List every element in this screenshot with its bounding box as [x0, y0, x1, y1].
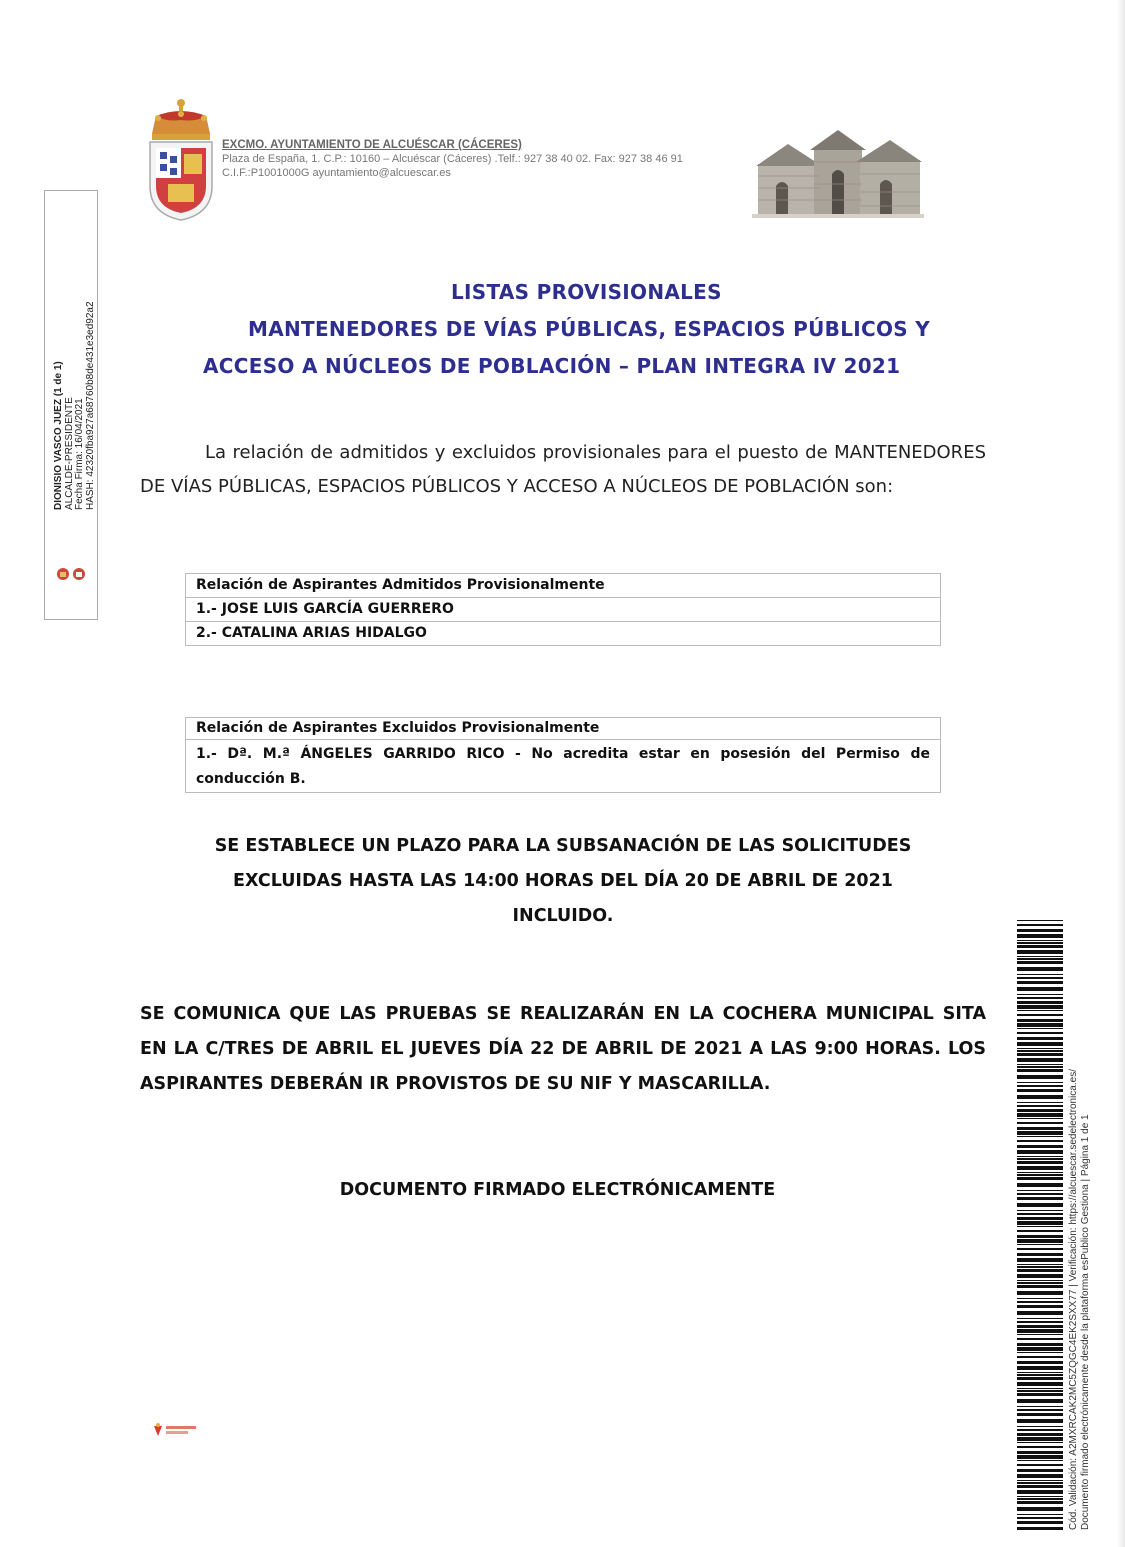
notice-plazo — [183, 829, 943, 934]
intro-paragraph — [140, 436, 986, 504]
intro-text: La relación de admitidos y excluidos provisionales para el puesto de MANTENEDORES DE VÍAS PÚBLICAS, ESPACIOS PÚBLICOS Y ACCESO A NÚCLEOS DE POBLACIÓN son: — [140, 442, 986, 497]
header-block — [222, 138, 683, 180]
notice-plazo-line-3: INCLUIDO. — [512, 906, 614, 926]
excluidos-header: Relación de Aspirantes Excluidos Provisionalmente — [186, 718, 941, 740]
signature-hash: HASH: 42320fba927a68760b8de431e3ed92a2 — [84, 301, 96, 510]
signature-seal-icon — [54, 564, 88, 584]
admitidos-table — [185, 573, 941, 646]
notice-plazo-line-1: SE ESTABLECE UN PLAZO PARA LA SUBSANACIÓN DE LAS SOLICITUDES — [214, 836, 912, 856]
verification-info — [1068, 1069, 1092, 1530]
notice-pruebas: SE COMUNICA QUE LAS PRUEBAS SE REALIZARÁN EN LA COCHERA MUNICIPAL SITA EN LA C/TRES DE ABRIL EL JUEVES DÍA 22 DE ABRIL DE 2021 A LAS 9:00 HORAS. LOS ASPIRANTES DEBERÁN IR PROVISTOS DE SU NIF Y MASCARILLA. — [140, 1004, 986, 1094]
signed-statement — [0, 1180, 1125, 1200]
barcode-icon — [1017, 920, 1063, 1530]
signed-text: DOCUMENTO FIRMADO ELECTRÓNICAMENTE — [339, 1180, 776, 1200]
excluidos-row: 1.- Dª. M.ª ÁNGELES GARRIDO RICO - No acredita estar en posesión del Permiso de conducción B. — [186, 740, 941, 793]
verification-line-2: Documento firmado electrónicamente desde la plataforma esPublico Gestiona | Página 1 de 1 — [1080, 1114, 1091, 1530]
signature-signer: DIONISIO VASCO JUEZ (1 de 1) — [53, 361, 64, 510]
verification-line-1: Cód. Validación: A2MXRCAK2MC5ZQGC4EK2SXX77 | Verificación: https://alcuescar.sedelectronica.es/ — [1068, 1069, 1079, 1530]
title-line-3: ACCESO A NÚCLEOS DE POBLACIÓN – PLAN INTEGRA IV 2021 — [203, 354, 901, 378]
signature-date: Fecha Firma: 16/04/2021 — [74, 398, 85, 510]
title-line-2: MANTENEDORES DE VÍAS PÚBLICAS, ESPACIOS PÚBLICOS Y — [248, 317, 931, 341]
excluidos-table — [185, 717, 941, 793]
header-address: Plaza de España, 1. C.P.: 10160 – Alcuéscar (Cáceres) .Telf.: 927 38 40 02. Fax: 927 38 46 91 — [222, 153, 683, 165]
signature-info — [54, 301, 96, 510]
notice-plazo-line-2: EXCLUIDAS HASTA LAS 14:00 HORAS DEL DÍA 20 DE ABRIL DE 2021 — [233, 871, 893, 891]
title-line-1: LISTAS PROVISIONALES — [451, 280, 722, 304]
admitidos-row: 1.- JOSE LUIS GARCÍA GUERRERO — [186, 598, 941, 622]
signature-role: ALCALDE-PRESIDENTE — [63, 397, 75, 510]
diputacion-logo-icon — [152, 1420, 200, 1440]
admitidos-row: 2.- CATALINA ARIAS HIDALGO — [186, 622, 941, 646]
church-image-icon — [752, 124, 924, 220]
admitidos-header: Relación de Aspirantes Admitidos Provisionalmente — [186, 574, 941, 598]
header-org: EXCMO. AYUNTAMIENTO DE ALCUÉSCAR (CÁCERES) — [222, 139, 522, 151]
header-cif: C.I.F.:P1001000G ayuntamiento@alcuescar.es — [222, 167, 451, 179]
coat-of-arms-icon — [146, 96, 216, 222]
page-edge-shadow — [1117, 0, 1125, 1547]
